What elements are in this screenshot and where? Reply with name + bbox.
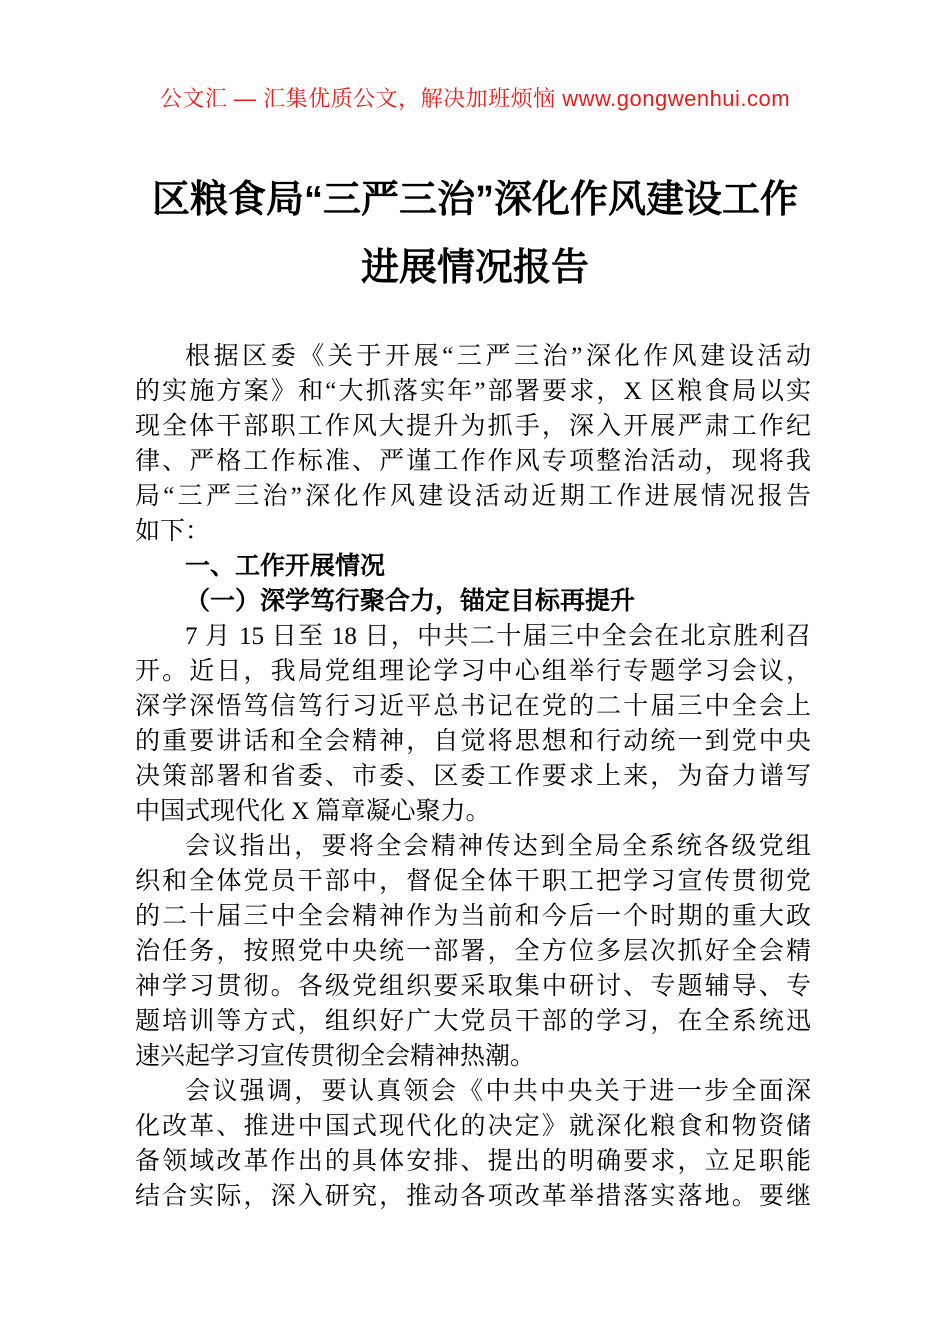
heading-line: 一、工作开展情况: [185, 552, 386, 580]
text-line: 备领域改革作出的具体安排、提出的明确要求，立足职能: [135, 1148, 811, 1175]
text-line: 的实施方案》和“大抓落实年”部署要求，X 区粮食局以实: [135, 378, 811, 405]
text-line: 根据区委《关于开展“三严三治”深化作风建设活动: [185, 343, 811, 370]
document-title-line-1: 区粮食局“三严三治”深化作风建设工作: [151, 179, 798, 221]
text-line: 神学习贯彻。各级党组织要采取集中研讨、专题辅导、专: [135, 973, 811, 1000]
text-line: 决策部署和省委、市委、区委工作要求上来，为奋力谱写: [135, 763, 811, 790]
text-line: 深学深悟笃信笃行习近平总书记在党的二十届三中全会上: [135, 693, 811, 720]
heading-line: （一）深学笃行聚合力，锚定目标再提升: [185, 587, 636, 615]
text-line: 化改革、推进中国式现代化的决定》就深化粮食和物资储: [135, 1113, 811, 1140]
text-line: 7 月 15 日至 18 日，中共二十届三中全会在北京胜利召: [185, 623, 811, 650]
document-body: [135, 339, 811, 1214]
text-line: 织和全体党员干部中，督促全体干职工把学习宣传贯彻党: [135, 868, 811, 895]
document-title-line-2: 进展情况报告: [360, 247, 589, 289]
text-line: 会议强调，要认真领会《中共中央关于进一步全面深: [185, 1078, 811, 1105]
text-line: 会议指出，要将全会精神传达到全局全系统各级党组: [185, 833, 811, 860]
text-line: 现全体干部职工作风大提升为抓手，深入开展严肃工作纪: [135, 413, 811, 440]
text-line: 速兴起学习宣传贯彻全会精神热潮。: [135, 1043, 536, 1070]
text-line: 题培训等方式，组织好广大党员干部的学习，在全系统迅: [135, 1008, 811, 1035]
text-line: 中国式现代化 X 篇章凝心聚力。: [135, 798, 491, 825]
text-line: 结合实际，深入研究，推动各项改革举措落实落地。要继: [135, 1183, 811, 1210]
text-line: 局“三严三治”深化作风建设活动近期工作进展情况报告: [135, 483, 811, 510]
text-line: 开。近日，我局党组理论学习中心组举行专题学习会议，: [135, 658, 811, 685]
text-line: 律、严格工作标准、严谨工作作风专项整治活动，现将我: [135, 448, 811, 475]
site-watermark: 公文汇 — 汇集优质公文，解决加班烦恼 www.gongwenhui.com: [159, 86, 791, 111]
text-line: 治任务，按照党中央统一部署，全方位多层次抓好全会精: [135, 938, 811, 965]
text-line: 的二十届三中全会精神作为当前和今后一个时期的重大政: [135, 903, 811, 930]
document-title: [0, 166, 950, 302]
text-line: 的重要讲话和全会精神，自觉将思想和行动统一到党中央: [135, 728, 811, 755]
text-line: 如下：: [135, 518, 211, 545]
